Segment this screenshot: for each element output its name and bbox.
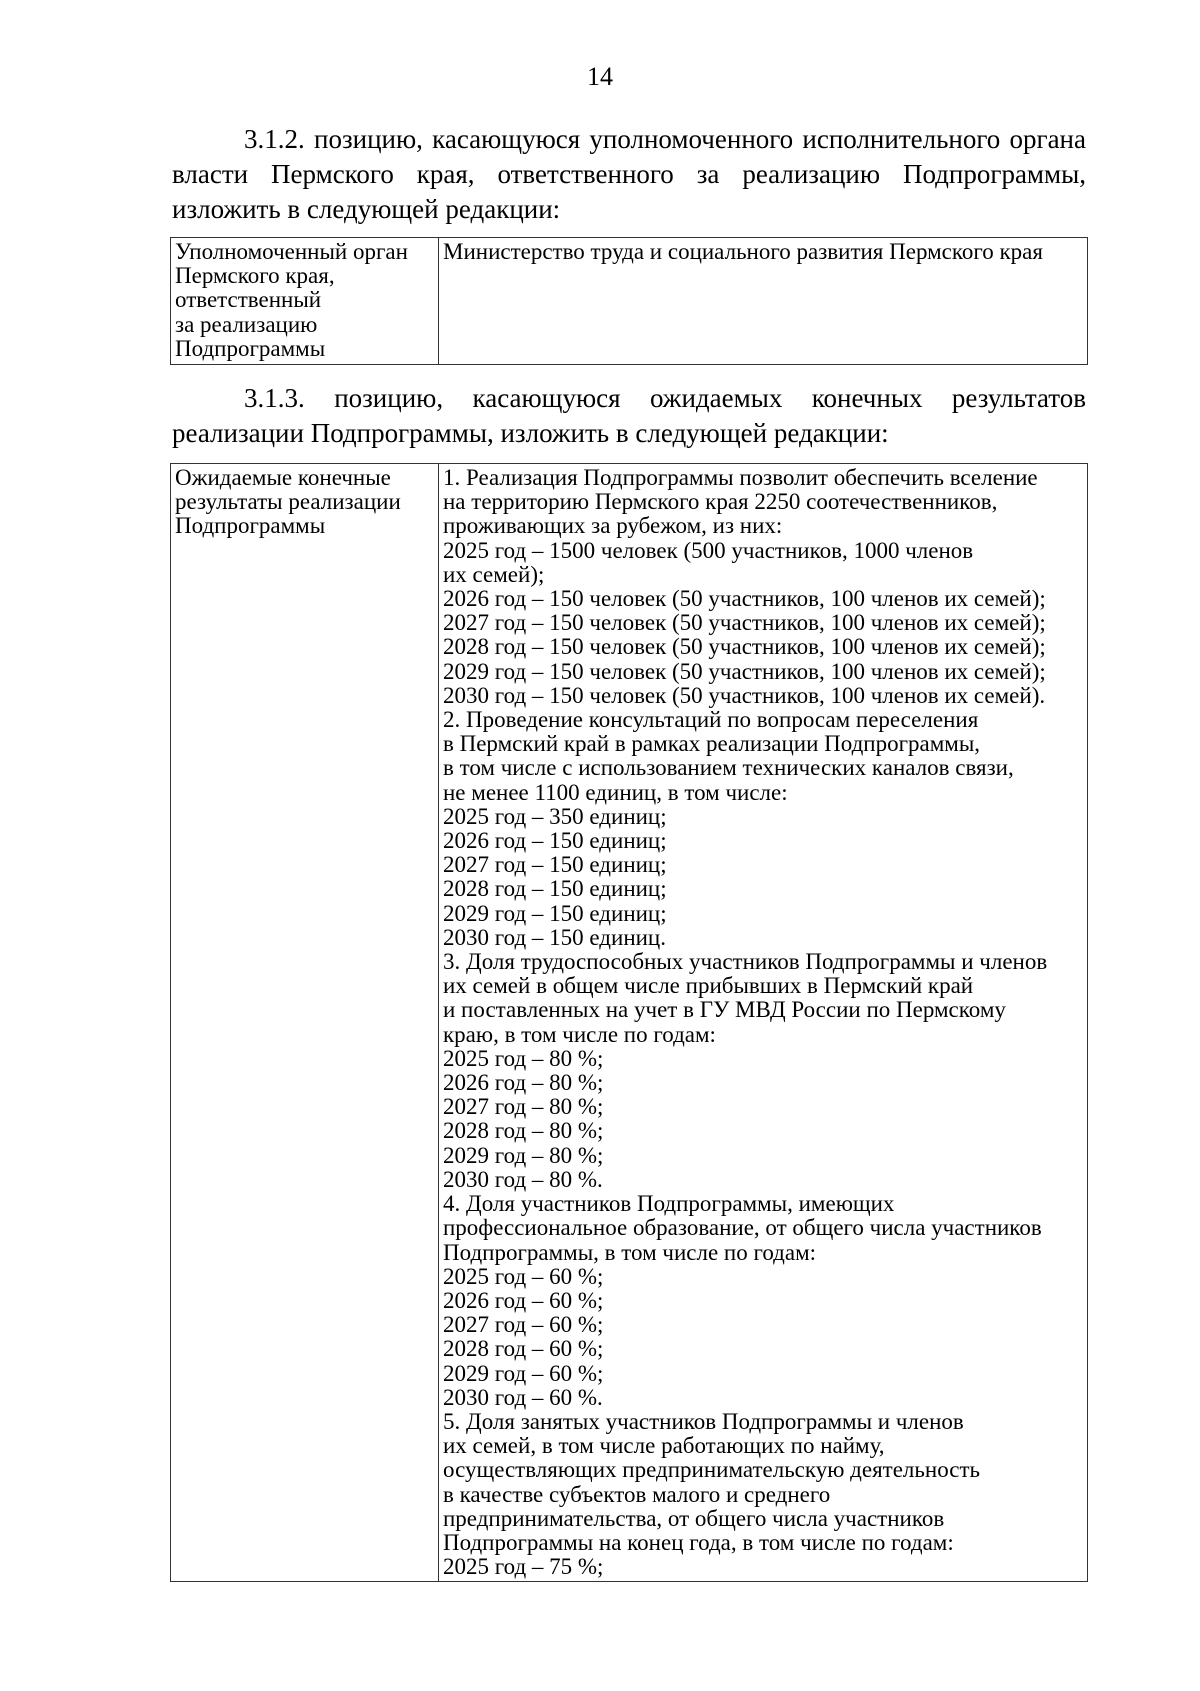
result-line: на территорию Пермского края 2250 соотечественников, (443, 489, 998, 515)
result-line: 2025 год – 80 %; (443, 1045, 604, 1071)
result-line: 1. Реализация Подпрограммы позволит обеспечить вселение (443, 465, 1038, 490)
result-line: их семей); (443, 561, 545, 587)
result-line: профессиональное образование, от общего числа участников (443, 1215, 1042, 1241)
result-line: и поставленных на учет в ГУ МВД России по Пермскому (443, 997, 1006, 1023)
result-line: Подпрограммы на конец года, в том числе по годам: (443, 1529, 954, 1555)
paragraph-3-1-3: 3.1.3. позицию, касающуюся ожидаемых конечных результатов реализации Подпрограммы, изложить в следующей редакции: (172, 383, 1086, 448)
result-line: 2026 год – 60 %; (443, 1287, 604, 1313)
result-line: 2027 год – 80 %; (443, 1094, 604, 1120)
table-1-left-line: Уполномоченный орган (175, 239, 408, 264)
table-2-left-line: Подпрограммы (175, 513, 326, 539)
table-1-right-line: Министерство труда и социального развития Пермского края (443, 239, 1043, 264)
result-line: осуществляющих предпринимательскую деятельность (443, 1457, 981, 1483)
result-line: 2028 год – 60 %; (443, 1336, 604, 1362)
result-line: 2027 год – 150 единиц; (443, 852, 667, 878)
result-line: 2025 год – 60 %; (443, 1263, 604, 1289)
result-line: Подпрограммы, в том числе по годам: (443, 1239, 817, 1265)
result-line: 2030 год – 80 %. (443, 1166, 603, 1192)
result-line: краю, в том числе по годам: (443, 1021, 716, 1047)
table-responsible-authority (170, 237, 1088, 365)
result-line: 4. Доля участников Подпрограммы, имеющих (443, 1191, 895, 1217)
result-line: 2025 год – 75 %; (443, 1554, 604, 1580)
result-line: 2. Проведение консультаций по вопросам переселения (443, 707, 979, 733)
table-1-left-line: Подпрограммы (175, 335, 326, 361)
result-line: 2029 год – 60 %; (443, 1360, 604, 1386)
result-line: 2026 год – 80 %; (443, 1070, 604, 1096)
table-2-left-cell (171, 464, 439, 1582)
result-line: 5. Доля занятых участников Подпрограммы и членов (443, 1408, 964, 1434)
result-line: в Пермский край в рамках реализации Подпрограммы, (443, 731, 981, 757)
paragraph-3-1-2: 3.1.2. позицию, касающуюся уполномоченного исполнительного органа власти Пермского края, ответственного за реализацию Подпрограммы, изложить в следующей редакции: (172, 124, 1086, 224)
result-line: 2027 год – 150 человек (50 участников, 100 членов их семей); (443, 610, 1046, 636)
table-2-left-line: результаты реализации (175, 489, 401, 515)
result-line: 2030 год – 60 %. (443, 1384, 603, 1410)
page-number: 14 (587, 62, 613, 91)
result-line: в том числе с использованием технических каналов связи, (443, 755, 1014, 781)
table-2-right-cell (439, 464, 1088, 1582)
result-line: 2030 год – 150 человек (50 участников, 100 членов их семей). (443, 682, 1046, 708)
table-1-left-line: ответственный (175, 287, 322, 313)
result-line: 3. Доля трудоспособных участников Подпрограммы и членов (443, 949, 1048, 975)
result-line: 2026 год – 150 человек (50 участников, 100 членов их семей); (443, 586, 1046, 612)
result-line: 2030 год – 150 единиц. (443, 924, 666, 950)
result-line: не менее 1100 единиц, в том числе: (443, 779, 788, 805)
result-line: в качестве субъектов малого и среднего (443, 1481, 831, 1507)
table-expected-results (170, 463, 1088, 1582)
result-line: 2028 год – 150 человек (50 участников, 100 членов их семей); (443, 634, 1046, 660)
result-line: предпринимательства, от общего числа участников (443, 1505, 945, 1531)
table-row (171, 238, 1088, 365)
result-line: 2025 год – 350 единиц; (443, 803, 667, 829)
table-row (171, 464, 1088, 1582)
result-line: 2028 год – 80 %; (443, 1118, 604, 1144)
table-1-left-cell (171, 238, 439, 365)
table-2-left-line: Ожидаемые конечные (175, 465, 391, 490)
result-line: 2025 год – 1500 человек (500 участников, 1000 членов (443, 537, 974, 563)
table-1-left-line: за реализацию (175, 311, 318, 337)
result-line: 2029 год – 80 %; (443, 1142, 604, 1168)
result-line: 2029 год – 150 человек (50 участников, 100 членов их семей); (443, 658, 1046, 684)
result-line: проживающих за рубежом, из них: (443, 513, 783, 539)
result-line: 2026 год – 150 единиц; (443, 828, 667, 854)
result-line: 2027 год – 60 %; (443, 1312, 604, 1338)
result-line: 2028 год – 150 единиц; (443, 876, 667, 902)
table-1-left-line: Пермского края, (175, 263, 335, 289)
result-line: их семей, в том числе работающих по найму, (443, 1433, 885, 1459)
table-1-right-cell (439, 238, 1088, 365)
result-line: их семей в общем числе прибывших в Пермский край (443, 973, 974, 999)
result-line: 2029 год – 150 единиц; (443, 900, 667, 926)
